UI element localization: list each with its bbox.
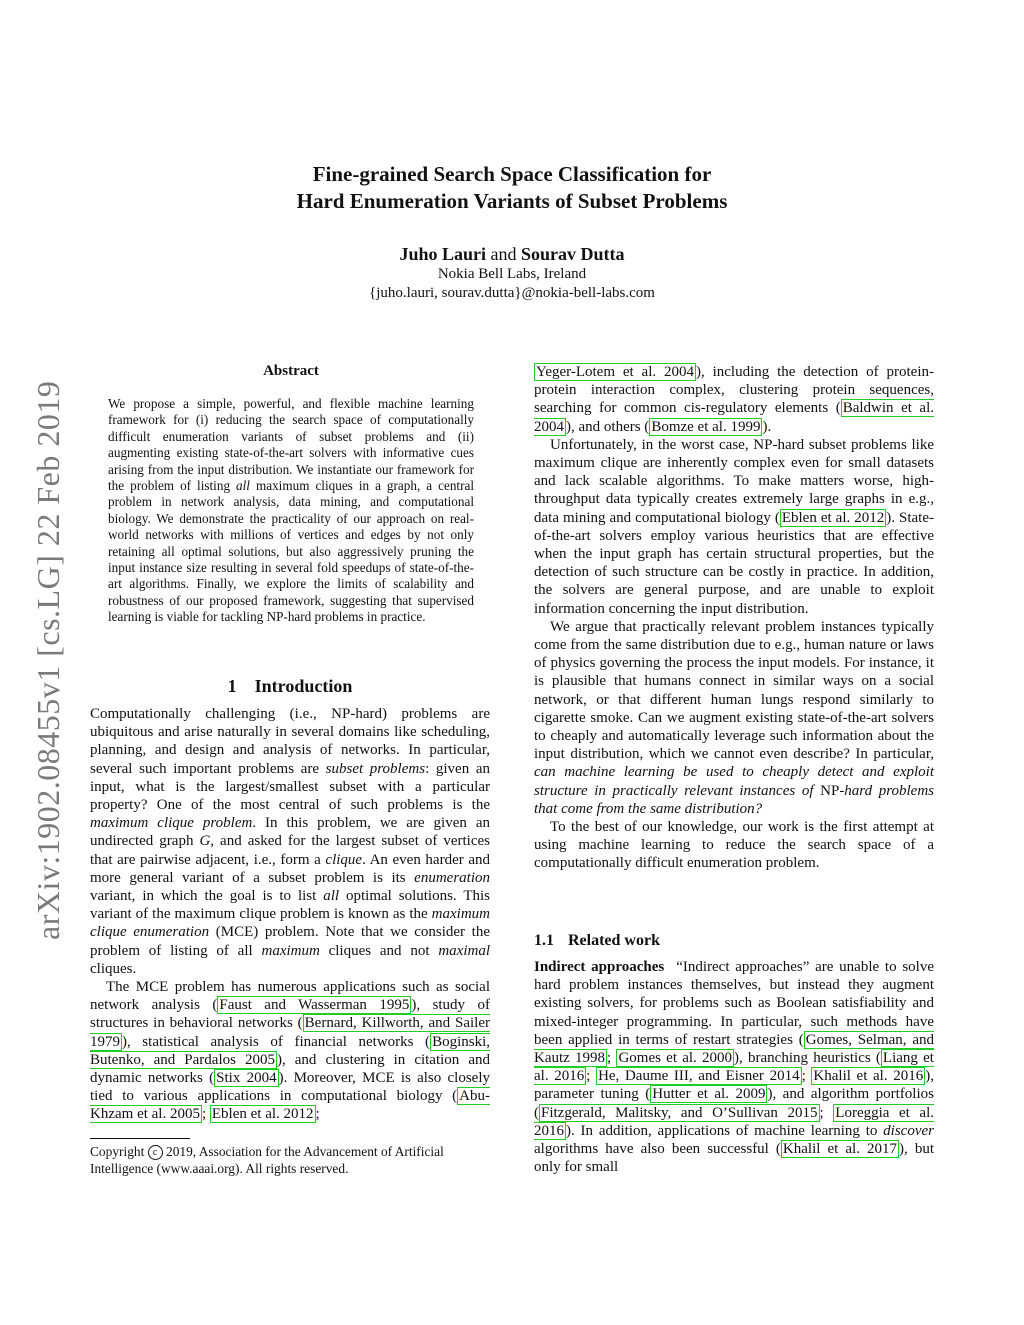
text: “Indirect approaches” are unable to solve hard problem instances themselves, but instead they augment existing solvers, for problems such as Boolean satisfiability and mixed-integer programming. In particular, such methods have been applied in terms of restart strategies ( [534, 959, 934, 1048]
emphasis: subset problems [325, 760, 426, 777]
text: cliques. [90, 960, 137, 977]
citation-link[interactable]: Bernard, Killworth, and Sailer 1979 [90, 1015, 490, 1050]
text: ). [762, 418, 772, 435]
citation-link[interactable]: Abu-Khzam et al. 2005 [90, 1088, 490, 1123]
math-variable: G [199, 833, 211, 850]
author-block [0, 244, 1024, 303]
text: Copyright [90, 1144, 148, 1159]
intro-paragraph-3 [534, 436, 934, 618]
author-conjunction: and [490, 244, 517, 264]
abstract-emphasis: all [236, 478, 250, 494]
text: (MCE) problem. Note that we consider the problem of listing of all [90, 924, 490, 959]
arxiv-stamp: arXiv:1902.08455v1 [cs.LG] 22 Feb 2019 [30, 380, 66, 940]
text: Computationally challenging (i.e., NP-hard) problems are ubiquitous and arise naturally in several domains like scheduling, planning, and design and analysis of networks. In particular, several such important problems are [90, 706, 490, 777]
text: The MCE problem has numerous applications such as social network analysis ( [90, 979, 490, 1014]
paper-title [0, 161, 1024, 215]
text: ). Moreover, MCE is also closely tied to various applications in computational biology ( [90, 1070, 491, 1105]
abstract-heading: Abstract [263, 363, 319, 379]
citation-link[interactable]: Eblen et al. 2012 [211, 1106, 314, 1123]
continued-paragraph [534, 363, 934, 436]
citation-link[interactable]: Khalil et al. 2016 [813, 1068, 924, 1085]
intro-paragraph-5: To the best of our knowledge, our work is the first attempt at using machine learning to reduce the search space of a computationally difficult enumeration problem. [534, 819, 934, 872]
copyright-icon: c [148, 1145, 163, 1160]
citation-link[interactable]: Yeger-Lotem et al. 2004 [536, 364, 694, 380]
text: ), statistical analysis of financial networks ( [122, 1033, 431, 1050]
text: ; [586, 1068, 597, 1085]
text: optimal solutions. This variant of the maximum clique problem is known as the [90, 888, 491, 923]
text: : given an input, what is the largest/smallest subset with a particular property? One of the most central of such problems is the [90, 760, 490, 814]
text: ), including the detection of protein-protein interaction complex, clustering protein sequences, searching for common cis-regulatory elements ( [534, 364, 934, 417]
emphasis: enumeration [414, 869, 490, 886]
author-emails: {juho.lauri, sourav.dutta}@nokia-bell-labs.com [369, 285, 655, 301]
text: ), parameter tuning ( [534, 1068, 934, 1103]
text: ), but only for small [534, 1141, 934, 1176]
intro-paragraph-2 [90, 978, 490, 1124]
copyright-footnote [90, 1143, 490, 1177]
runin-heading: Indirect approaches [534, 959, 665, 975]
text: . An even harder and more general variant of a subset problem is its [90, 851, 490, 886]
emphasis: maximum [261, 942, 320, 959]
text: ). State-of-the-art solvers employ various heuristics that are effective when the input graph has certain structural properties, but the detection of such structure can be costly in practice. In addition, the solvers are general purpose, and are unable to exploit information concerning the input distribution. [534, 509, 934, 617]
author-names [0, 244, 1024, 265]
footnote-rule [90, 1138, 190, 1139]
text: ; [801, 1068, 812, 1085]
related-paragraph [534, 958, 934, 1176]
affiliation: Nokia Bell Labs, Ireland [437, 266, 587, 282]
citation-link[interactable]: Stix 2004 [216, 1070, 277, 1087]
citation-link[interactable]: Loreggia et al. 2016 [534, 1104, 934, 1139]
emphasis: maximum clique enumeration [90, 906, 490, 941]
citation-link[interactable]: Baldwin et al. 2004 [534, 400, 935, 435]
abstract-part: We propose a simple, powerful, and flexible machine learning framework for (i) reducing the search space of computationally difficult enumeration variants of subset problems and (ii) augmenting existing state-of-the-art solvers with informative cues arising from the input distribution. We instantiate our framework for the problem of listing [108, 396, 474, 494]
citation-link[interactable]: Bomze et al. 1999 [651, 418, 761, 435]
text: . In this problem, we are given an undirected graph [90, 815, 490, 850]
author-1: Juho Lauri [399, 244, 486, 264]
emphasis: can machine learning be used to cheaply detect and exploit structure in practically relevant instances of [534, 764, 934, 799]
text: ), and algorithm portfolios ( [534, 1086, 934, 1121]
text: variant, in which the goal is to list [90, 888, 324, 905]
left-column-body [90, 705, 490, 1124]
text: cliques and not [319, 942, 439, 959]
citation-link[interactable]: Boginski, Butenko, and Pardalos 2005 [90, 1033, 490, 1068]
citation-link[interactable]: Gomes, Selman, and Kautz 1998 [534, 1031, 934, 1067]
emphasis: maximum clique problem [90, 815, 253, 832]
text: , and asked for the largest subset of vertices that are pairwise adjacent, i.e., form a [90, 833, 490, 868]
emphasis: clique [325, 851, 363, 868]
section-title: Introduction [254, 676, 353, 696]
text: Unfortunately, in the worst case, NP-hard subset problems like maximum clique are inherently complex even for small datasets and lack scalable algorithms. To make matters worse, high-throughput data typically creates extremely large graphs in e.g., data mining and computational biology ( [534, 436, 934, 526]
citation-link[interactable]: Eblen et al. 2012 [781, 509, 885, 526]
citation-link[interactable]: Fitzgerald, Malitsky, and O’Sullivan 2015 [541, 1104, 818, 1121]
right-column-body [534, 363, 934, 873]
text: ; [315, 1106, 320, 1123]
citation-link[interactable]: Faust and Wasserman 1995 [219, 997, 410, 1014]
text: NP [820, 782, 840, 799]
section-heading-introduction [90, 676, 490, 697]
author-2: Sourav Dutta [521, 244, 625, 264]
text: ; [201, 1106, 210, 1123]
emphasis: discover [883, 1122, 934, 1139]
subsection-title: Related work [568, 932, 660, 949]
section-number: 1 [227, 676, 237, 696]
text: We argue that practically relevant problem instances typically come from the same distribution due to e.g., human nature or laws of physics governing the process the input models. For instance, it is plausible that humans connect in similar ways on a social network, or that different human lungs respond similarly to cigarette smoke. Can we augment existing state-of-the-art solvers to cheaply and automatically leverage such information about the input distribution, which we cannot even describe? In particular, [534, 618, 934, 763]
citation-link[interactable]: Hutter et al. 2009 [652, 1086, 766, 1103]
text: algorithms have also been successful ( [534, 1141, 781, 1158]
emphasis: -hard problems that come from the same distribution? [534, 782, 934, 817]
citation-link[interactable]: He, Daume III, and Eisner 2014 [598, 1068, 800, 1085]
text: ), and others ( [566, 418, 650, 435]
title-line-2: Hard Enumeration Variants of Subset Problems [296, 189, 728, 213]
citation-link[interactable]: Khalil et al. 2017 [782, 1141, 898, 1158]
text: ), branching heuristics ( [734, 1050, 881, 1067]
related-work-body [534, 958, 934, 1176]
text: ). In addition, applications of machine learning to [566, 1122, 884, 1139]
citation-link[interactable]: Liang et al. 2016 [534, 1050, 934, 1085]
text: ; [607, 1050, 617, 1067]
title-line-1: Fine-grained Search Space Classification for [312, 162, 712, 186]
intro-paragraph-4 [534, 618, 934, 818]
text: ), and clustering in citation and dynamic networks ( [90, 1051, 490, 1087]
text: ), study of structures in behavioral networks ( [90, 997, 490, 1032]
citation-link[interactable]: Gomes et al. 2000 [618, 1050, 733, 1067]
text: 2019, Association for the Advancement of Artificial Intelligence (www.aaai.org). All rights reserved. [90, 1144, 444, 1176]
emphasis: all [323, 888, 340, 905]
subsection-heading-related-work [534, 932, 934, 950]
abstract-part: maximum cliques in a graph, a central problem in network analysis, data mining, and computational biology. We demonstrate the practicality of our approach on real-world networks with millions of vertices and edges by not only retaining all optimal solutions, but also aggressively pruning the input instance size resulting in several fold speedups of state-of-the-art algorithms. Finally, we explore the limits of scalability and robustness of our proposed framework, suggesting that supervised learning is viable for tackling NP-hard problems in practice. [108, 478, 474, 625]
text: ; [819, 1104, 834, 1121]
intro-paragraph-1 [90, 705, 490, 978]
abstract-text [108, 396, 474, 626]
subsection-number: 1.1 [534, 932, 554, 949]
emphasis: maximal [438, 942, 490, 959]
